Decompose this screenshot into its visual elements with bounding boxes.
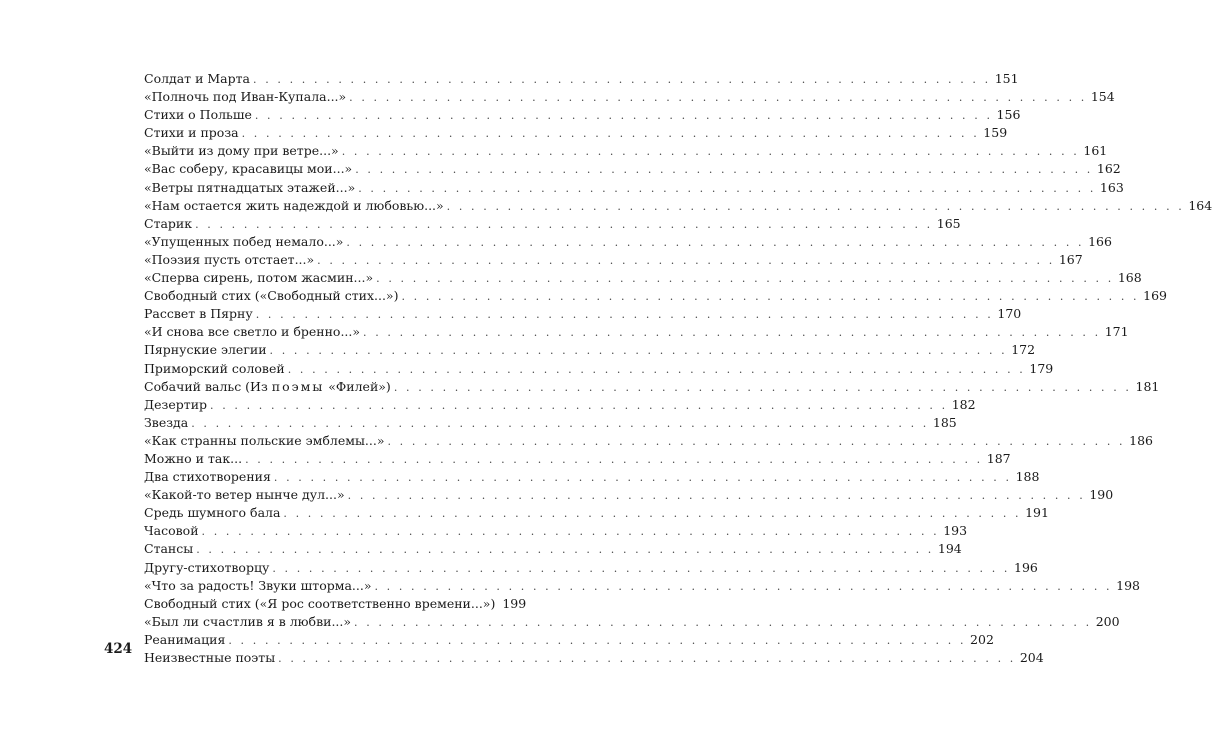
toc-entry bbox=[144, 287, 1168, 305]
toc-entry bbox=[144, 360, 1054, 378]
toc-entry-title: Приморский соловей bbox=[144, 360, 285, 376]
toc-entry bbox=[144, 414, 957, 432]
toc-entry-title: «Поэзия пусть отстает...» bbox=[144, 251, 315, 267]
toc-entry-page: 182 bbox=[951, 396, 976, 412]
toc-entry-page: 196 bbox=[1014, 559, 1038, 575]
toc-entry-page: 161 bbox=[1083, 143, 1108, 159]
toc-leader-dots: . . . . . . . . . . . . . . . . . . . . . . . . . . . . . . . . . . . . . . . . . . . . . . . . . . . . . . . . . . . . . bbox=[196, 543, 934, 557]
toc-leader-dots: . . . . . . . . . . . . . . . . . . . . . . . . . . . . . . . . . . . . . . . . . . . . . . . . . . . . . . . . . . . . . bbox=[253, 73, 991, 86]
toc-entry-page: 166 bbox=[1088, 233, 1112, 249]
toc-leader-dots: . . . . . . . . . . . . . . . . . . . . . . . . . . . . . . . . . . . . . . . . . . . . . . . . . . . . . . . . . . . . . bbox=[358, 181, 1096, 195]
toc-leader-dots: . . . . . . . . . . . . . . . . . . . . . . . . . . . . . . . . . . . . . . . . . . . . . . . . . . . . . . . . . . . . . bbox=[363, 326, 1101, 340]
toc-entry-title: Другу-стихотворцу bbox=[144, 559, 270, 575]
toc-entry-page: 151 bbox=[994, 71, 1019, 86]
toc-entry bbox=[144, 450, 1011, 468]
toc-entry bbox=[144, 88, 1115, 106]
toc-entry-page: 199 bbox=[502, 595, 527, 611]
toc-entry bbox=[144, 504, 1049, 522]
toc-entry bbox=[144, 559, 1038, 577]
toc-entry bbox=[144, 269, 1142, 287]
toc-entry bbox=[144, 577, 1141, 595]
toc-entry bbox=[144, 486, 1114, 504]
toc-entry-title: Свободный стих («Свободный стих...») bbox=[144, 288, 399, 304]
toc-leader-dots: . . . . . . . . . . . . . . . . . . . . . . . . . . . . . . . . . . . . . . . . . . . . . . . . . . . . . . . . . . . . . bbox=[347, 489, 1086, 503]
toc-entry-title: Солдат и Марта bbox=[144, 71, 250, 86]
toc-entry bbox=[144, 160, 1121, 178]
toc-leader-dots: . . . . . . . . . . . . . . . . . . . . . . . . . . . . . . . . . . . . . . . . . . . . . . . . . . . . . . . . . . . . . bbox=[446, 199, 1185, 213]
toc-leader-dots: . . . . . . . . . . . . . . . . . . . . . . . . . . . . . . . . . . . . . . . . . . . . . . . . . . . . . . . . . . . . . bbox=[346, 235, 1085, 249]
toc-leader-dots: . . . . . . . . . . . . . . . . . . . . . . . . . . . . . . . . . . . . . . . . . . . . . . . . . . . . . . . . . . . . . bbox=[245, 452, 983, 466]
table-of-contents bbox=[144, 70, 1212, 667]
toc-entry-title: «Полночь под Иван-Купала...» bbox=[144, 89, 347, 105]
toc-entry bbox=[144, 251, 1083, 269]
toc-entry bbox=[144, 305, 1022, 323]
toc-entry bbox=[144, 323, 1129, 341]
toc-entry-page: 186 bbox=[1129, 432, 1154, 448]
toc-leader-dots: . . . . . . . . . . . . . . . . . . . . . . . . . . . . . . . . . . . . . . . . . . . . . . . . . . . . . . . . . . . . . bbox=[195, 217, 933, 231]
toc-entry-page: 159 bbox=[983, 125, 1008, 141]
toc-entry-page: 172 bbox=[1011, 342, 1036, 358]
toc-entry-page: 169 bbox=[1143, 288, 1168, 304]
toc-entry bbox=[144, 468, 1040, 486]
toc-entry bbox=[144, 341, 1036, 359]
toc-entry bbox=[144, 124, 1008, 142]
toc-entry-title: Два стихотворения bbox=[144, 469, 271, 485]
toc-entry-title: Рассвет в Пярну bbox=[144, 306, 253, 322]
toc-entry-title: «Как странны польские эмблемы...» bbox=[144, 432, 385, 448]
toc-entry bbox=[144, 649, 1044, 667]
toc-entry-page: 198 bbox=[1116, 577, 1141, 593]
toc-entry-page: 154 bbox=[1090, 89, 1115, 105]
toc-leader-dots: . . . . . . . . . . . . . . . . . . . . . . . . . . . . . . . . . . . . . . . . . . . . . . . . . . . . . . . . . . . . . bbox=[210, 398, 948, 412]
toc-entry-page: 167 bbox=[1058, 251, 1083, 267]
toc-entry-title: «Нам остается жить надеждой и любовью...» bbox=[144, 197, 444, 213]
toc-entry-title: «Упущенных побед немало...» bbox=[144, 233, 344, 249]
toc-entry-page: 181 bbox=[1135, 378, 1160, 394]
toc-entry-page: 170 bbox=[997, 306, 1022, 322]
toc-entry-title: Часовой bbox=[144, 523, 199, 539]
toc-entry-page: 165 bbox=[936, 215, 961, 231]
toc-leader-dots: . . . . . . . . . . . . . . . . . . . . . . . . . . . . . . . . . . . . . . . . . . . . . . . . . . . . . . . . . . . . . bbox=[254, 109, 993, 123]
toc-leader-dots: . . . . . . . . . . . . . . . . . . . . . . . . . . . . . . . . . . . . . . . . . . . . . . . . . . . . . . . . . . . . . bbox=[387, 434, 1126, 448]
toc-entry-title: Собачий вальс (Из поэмы «Филей») bbox=[144, 378, 391, 394]
toc-leader-dots: . . . . . . . . . . . . . . . . . . . . . . . . . . . . . . . . . . . . . . . . . . . . . . . . . . . . . . . . . . . . . bbox=[272, 561, 1011, 575]
toc-entry-title: «Какой-то ветер нынче дул...» bbox=[144, 487, 345, 503]
toc-entry-page: 179 bbox=[1029, 360, 1054, 376]
toc-leader-dots: . . . . . . . . . . . . . . . . . . . . . . . . . . . . . . . . . . . . . . . . . . . . . . . . . . . . . . . . . . . . . bbox=[355, 163, 1093, 177]
toc-leader-dots: . . . . . . . . . . . . . . . . . . . . . . . . . . . . . . . . . . . . . . . . . . . . . . . . . . . . . . . . . . . . . bbox=[354, 615, 1092, 629]
toc-entry-page: 188 bbox=[1015, 469, 1040, 485]
toc-entry-page: 164 bbox=[1188, 197, 1212, 213]
toc-entry bbox=[144, 142, 1108, 160]
toc-entry-title: Старик bbox=[144, 215, 193, 231]
toc-entry bbox=[144, 197, 1212, 215]
toc-leader-dots: . . . . . . . . . . . . . . . . . . . . . . . . . . . . . . . . . . . . . . . . . . . . . . . . . . . . . . . . . . . . . bbox=[374, 579, 1113, 593]
toc-entry-page: 168 bbox=[1117, 270, 1142, 286]
toc-entry-page: 156 bbox=[996, 107, 1021, 123]
toc-entry-title: Неизвестные поэты bbox=[144, 650, 276, 665]
toc-leader-dots: . . . . . . . . . . . . . . . . . . . . . . . . . . . . . . . . . . . . . . . . . . . . . . . . . . . . . . . . . . . . . bbox=[241, 127, 980, 141]
toc-entry-title: «Был ли счастлив я в любви...» bbox=[144, 613, 352, 629]
toc-entry-title: Свободный стих («Я рос соответственно времени...») bbox=[144, 595, 496, 611]
toc-entry-page: 193 bbox=[943, 523, 968, 539]
toc-entry bbox=[144, 595, 527, 613]
toc-entry-title: Стансы bbox=[144, 541, 194, 557]
toc-leader-dots: . . . . . . . . . . . . . . . . . . . . . . . . . . . . . . . . . . . . . . . . . . . . . . . . . . . . . . . . . . . . . bbox=[278, 652, 1016, 665]
toc-entry bbox=[144, 631, 994, 649]
toc-entry-page: 202 bbox=[970, 631, 994, 647]
toc-entry bbox=[144, 522, 968, 540]
toc-entry-title: «Ветры пятнадцатых этажей...» bbox=[144, 179, 356, 195]
toc-entry-title: «Что за радость! Звуки шторма...» bbox=[144, 577, 372, 593]
toc-entry-title: «Выйти из дому при ветре...» bbox=[144, 143, 339, 159]
toc-entry-title: Реанимация bbox=[144, 631, 226, 647]
toc-leader-dots: . . . . . . . . . . . . . . . . . . . . . . . . . . . . . . . . . . . . . . . . . . . . . . . . . . . . . . . . . . . . . bbox=[393, 380, 1132, 394]
toc-entry-title: «И снова все светло и бренно...» bbox=[144, 324, 361, 340]
toc-entry bbox=[144, 70, 1019, 88]
toc-entry bbox=[144, 432, 1154, 450]
toc-entry-title: Стихи и проза bbox=[144, 125, 239, 141]
toc-entry-page: 162 bbox=[1096, 161, 1121, 177]
toc-leader-dots: . . . . . . . . . . . . . . . . . . . . . . . . . . . . . . . . . . . . . . . . . . . . . . . . . . . . . . . . . . . . . bbox=[401, 290, 1140, 304]
toc-leader-dots: . . . . . . . . . . . . . . . . . . . . . . . . . . . . . . . . . . . . . . . . . . . . . . . . . . . . . . . . . . . . . bbox=[191, 416, 929, 430]
toc-leader-dots: . . . . . . . . . . . . . . . . . . . . . . . . . . . . . . . . . . . . . . . . . . . . . . . . . . . . . . . . . . . . . bbox=[201, 525, 940, 539]
toc-entry bbox=[144, 106, 1021, 124]
toc-entry-title: Можно и так... bbox=[144, 450, 243, 466]
toc-entry bbox=[144, 396, 976, 414]
toc-entry-page: 163 bbox=[1099, 179, 1124, 195]
toc-entry-title: «Вас соберу, красавицы мои...» bbox=[144, 161, 353, 177]
toc-entry bbox=[144, 613, 1120, 631]
toc-leader-dots: . . . . . . . . . . . . . . . . . . . . . . . . . . . . . . . . . . . . . . . . . . . . . . . . . . . . . . . . . . . . . bbox=[287, 362, 1026, 376]
toc-leader-dots: . . . . . . . . . . . . . . . . . . . . . . . . . . . . . . . . . . . . . . . . . . . . . . . . . . . . . . . . . . . . . bbox=[228, 633, 967, 647]
toc-leader-dots: . . . . . . . . . . . . . . . . . . . . . . . . . . . . . . . . . . . . . . . . . . . . . . . . . . . . . . . . . . . . . bbox=[317, 253, 1055, 267]
toc-leader-dots: . . . . . . . . . . . . . . . . . . . . . . . . . . . . . . . . . . . . . . . . . . . . . . . . . . . . . . . . . . . . . bbox=[283, 507, 1022, 521]
page-number: 424 bbox=[104, 641, 133, 657]
toc-leader-dots: . . . . . . . . . . . . . . . . . . . . . . . . . . . . . . . . . . . . . . . . . . . . . . . . . . . . . . . . . . . . . bbox=[255, 308, 994, 322]
toc-entry-page: 171 bbox=[1104, 324, 1129, 340]
toc-leader-dots: . . . . . . . . . . . . . . . . . . . . . . . . . . . . . . . . . . . . . . . . . . . . . . . . . . . . . . . . . . . . . bbox=[349, 91, 1087, 105]
toc-entry-page: 200 bbox=[1095, 613, 1120, 629]
toc-leader-dots: . . . . . . . . . . . . . . . . . . . . . . . . . . . . . . . . . . . . . . . . . . . . . . . . . . . . . . . . . . . . . bbox=[269, 344, 1008, 358]
toc-entry-title: Пярнуские элегии bbox=[144, 342, 267, 358]
toc-entry-page: 194 bbox=[937, 541, 962, 557]
toc-entry-page: 191 bbox=[1025, 505, 1049, 521]
toc-entry-page: 187 bbox=[986, 450, 1011, 466]
toc-entry-title: «Сперва сирень, потом жасмин...» bbox=[144, 270, 374, 286]
toc-entry bbox=[144, 179, 1124, 197]
toc-entry-title: Средь шумного бала bbox=[144, 505, 281, 521]
toc-entry-page: 190 bbox=[1089, 487, 1114, 503]
toc-leader-dots: . . . . . . . . . . . . . . . . . . . . . . . . . . . . . . . . . . . . . . . . . . . . . . . . . . . . . . . . . . . . . bbox=[341, 145, 1080, 159]
toc-entry-title: Стихи о Польше bbox=[144, 107, 252, 123]
toc-leader-dots: . . . . . . . . . . . . . . . . . . . . . . . . . . . . . . . . . . . . . . . . . . . . . . . . . . . . . . . . . . . . . bbox=[376, 272, 1114, 286]
toc-entry bbox=[144, 378, 1160, 396]
toc-entry-page: 204 bbox=[1019, 650, 1044, 665]
toc-entry-page: 185 bbox=[932, 414, 957, 430]
toc-entry bbox=[144, 540, 962, 558]
toc-entry bbox=[144, 215, 961, 233]
toc-entry bbox=[144, 233, 1112, 251]
toc-entry-title: Звезда bbox=[144, 414, 189, 430]
toc-leader-dots: . . . . . . . . . . . . . . . . . . . . . . . . . . . . . . . . . . . . . . . . . . . . . . . . . . . . . . . . . . . . . bbox=[273, 471, 1012, 485]
toc-entry-title: Дезертир bbox=[144, 396, 208, 412]
